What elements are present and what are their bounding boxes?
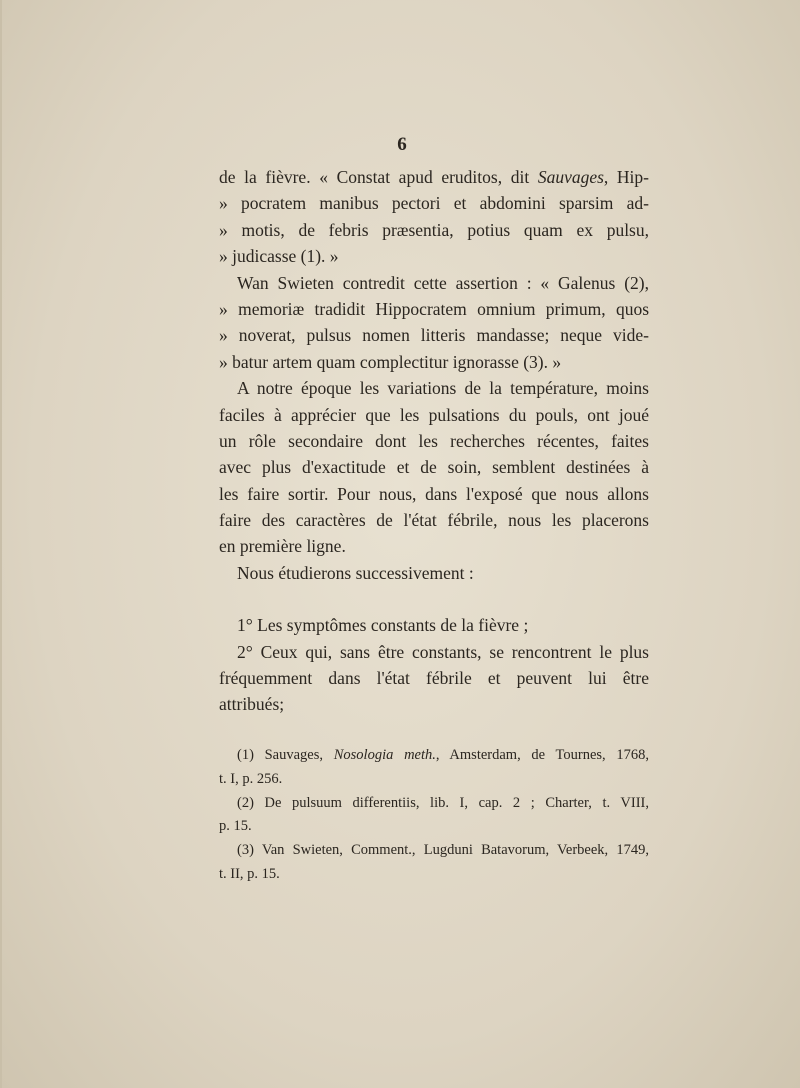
text-line: faciles à apprécier que les pulsations du pouls, ont joué (219, 404, 649, 425)
text-line: » noverat, pulsus nomen litteris mandasse; neque vide- (219, 325, 649, 346)
footnote-line: t. I, p. 256. (219, 770, 283, 787)
page-number: 6 (397, 134, 407, 155)
footnote-line: (3) Van Swieten, Comment., Lugduni Batavorum, Verbeek, 1749, (237, 842, 649, 859)
text-line: A notre époque les variations de la température, moins (237, 378, 649, 399)
text-line: Wan Swieten contredit cette assertion : « Galenus (2), (237, 272, 649, 293)
text-line: » pocratem manibus pectori et abdomini sparsim ad- (219, 193, 649, 214)
text-line: 1° Les symptômes constants de la fièvre ; (237, 615, 529, 636)
text-line: en première ligne. (219, 536, 346, 557)
text-line: les faire sortir. Pour nous, dans l'exposé que nous allons (219, 483, 649, 504)
paragraph-gap (219, 586, 649, 612)
text-line: avec plus d'exactitude et de soin, semblent destinées à (219, 457, 649, 478)
text-line: » motis, de febris præsentia, potius quam ex pulsu, (219, 219, 649, 240)
text-line: » memoriæ tradidit Hippocratem omnium primum, quos (219, 298, 649, 319)
footnote-line: (2) De pulsuum differentiis, lib. I, cap. 2 ; Charter, t. VIII, (237, 794, 649, 811)
text-line: » batur artem quam complectitur ignorasse (3). » (219, 351, 562, 372)
body-text (219, 164, 649, 718)
footnote-line: t. II, p. 15. (219, 865, 280, 882)
text-line: Nous étudierons successivement : (237, 562, 474, 583)
footnote-line: (1) Sauvages, Nosologia meth., Amsterdam, de Tournes, 1768, (237, 747, 650, 763)
text-line: fréquemment dans l'état fébrile et peuvent lui être (219, 668, 649, 689)
text-line: de la fièvre. « Constat apud eruditos, dit Sauvages, Hip- (219, 167, 650, 187)
text-line: faire des caractères de l'état fébrile, nous les placerons (219, 510, 649, 531)
footnote-line: p. 15. (219, 818, 252, 835)
text-line: attribués; (219, 694, 285, 715)
footnotes (219, 744, 649, 887)
text-line: un rôle secondaire dont les recherches récentes, faites (219, 430, 649, 451)
text-line: 2° Ceux qui, sans être constants, se rencontrent le plus (237, 641, 649, 662)
text-line: » judicasse (1). » (219, 246, 339, 267)
